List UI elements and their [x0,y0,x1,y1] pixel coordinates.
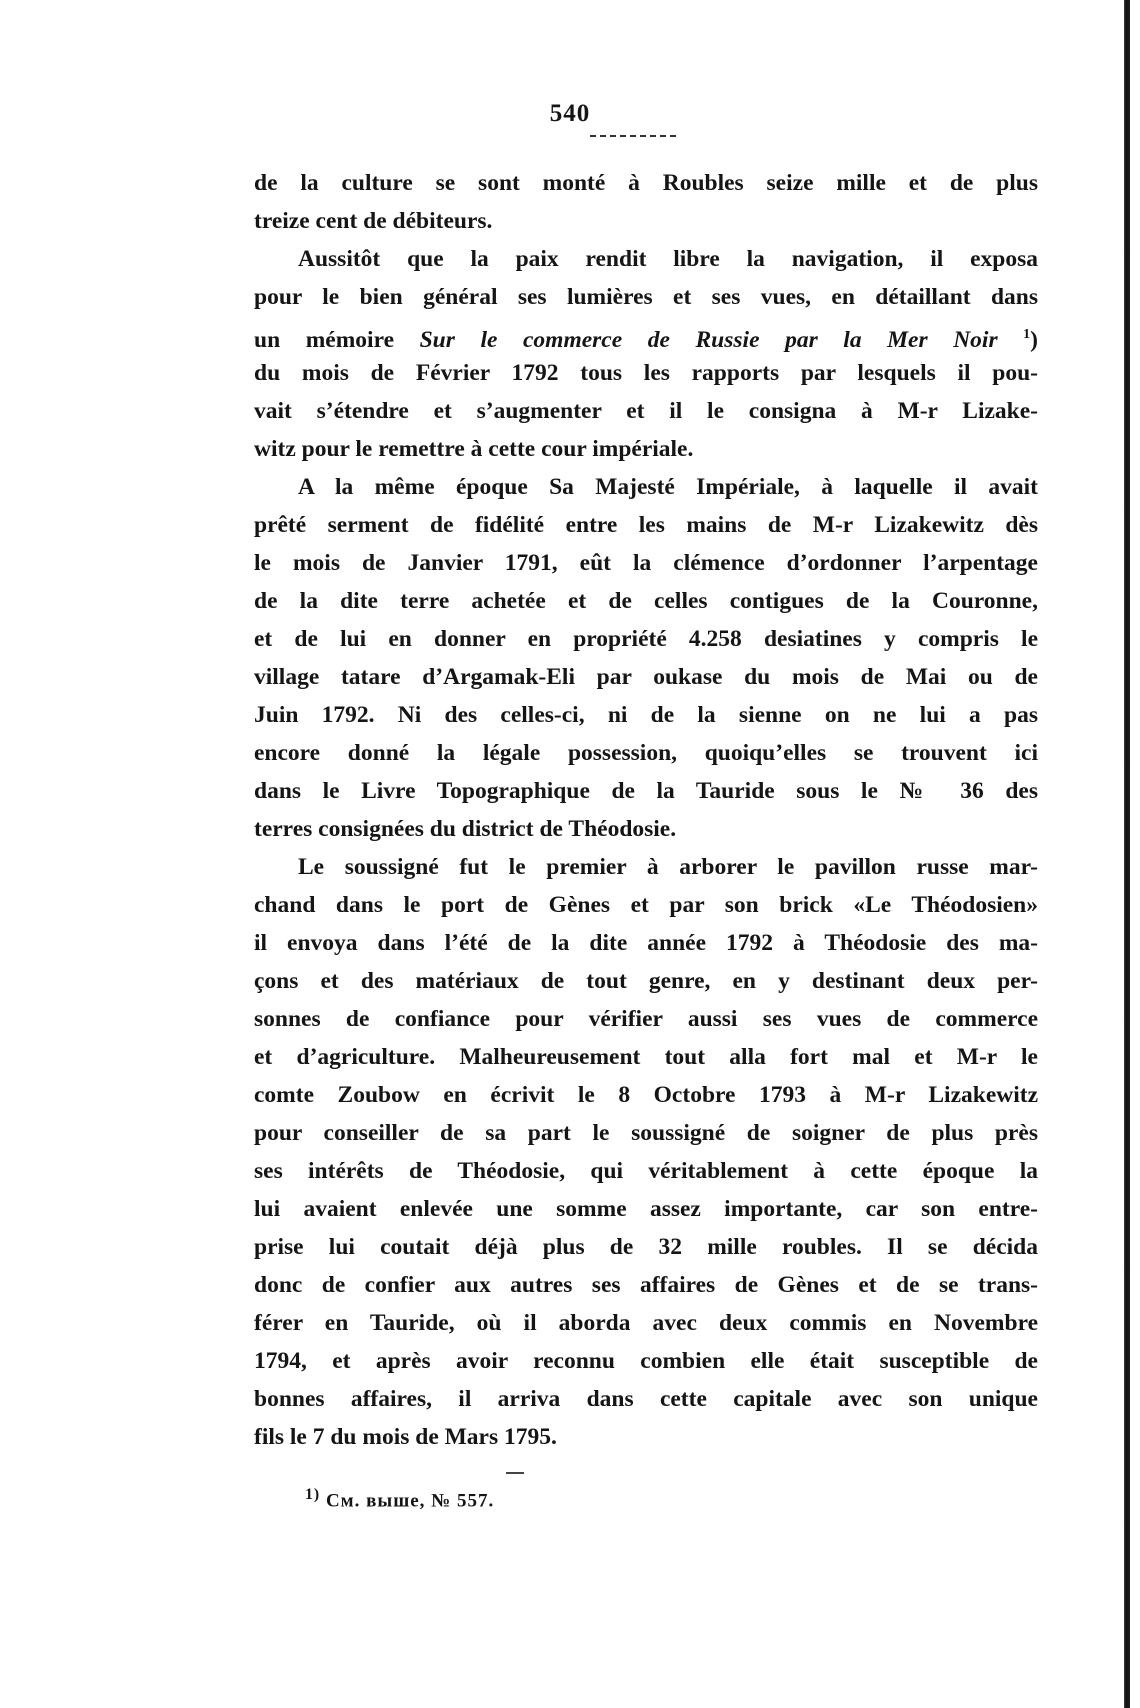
text-line: bonnes affaires, il arriva dans cette capitale avec son unique [254,1386,1038,1412]
text-line: prêté serment de fidélité entre les mains de M-r Lizakewitz dès [254,512,1038,538]
text-line: lui avaient enlevée une somme assez importante, car son entre- [254,1196,1038,1222]
text-line: Le soussigné fut le premier à arborer le pavillon russe mar- [298,854,1038,880]
text-line: Aussitôt que la paix rendit libre la navigation, il exposa [298,246,1038,272]
text-line: prise lui coutait déjà plus de 32 mille roubles. Il se décida [254,1234,1038,1260]
text-line: dans le Livre Topographique de la Tauride sous le № 36 des [254,778,1038,804]
text-line: fils le 7 du mois de Mars 1795. [254,1424,557,1450]
text-line: A la même époque Sa Majesté Impériale, à laquelle il avait [298,474,1038,500]
text-run: un mémoire [254,326,420,353]
page-number: 540 [549,100,591,127]
text-line [254,316,1038,354]
text-line: donc de confier aux autres ses affaires de Gènes et de se trans- [254,1272,1038,1298]
page-number-rule [590,135,676,137]
text-line: village tatare d’Argamak-Eli par oukase du mois de Mai ou de [254,664,1038,690]
text-line: et de lui en donner en propriété 4.258 desiatines y compris le [254,626,1038,652]
text-run: ) [1030,326,1038,353]
text-line: çons et des matériaux de tout genre, en y destinant deux per- [254,968,1038,994]
text-line: sonnes de confiance pour vérifier aussi ses vues de commerce [254,1006,1038,1032]
text-line: et d’agriculture. Malheureusement tout alla fort mal et M-r le [254,1044,1038,1070]
text-line: 1794, et après avoir reconnu combien elle était susceptible de [254,1348,1038,1374]
text-line: il envoya dans l’été de la dite année 1792 à Théodosie des ma- [254,930,1038,956]
text-line: pour conseiller de sa part le soussigné de soigner de plus près [254,1120,1038,1146]
text-line: witz pour le remettre à cette cour impériale. [254,436,694,462]
footnote-rule [506,1472,524,1474]
text-line: férer en Tauride, où il aborda avec deux commis en Novembre [254,1310,1038,1336]
text-line: comte Zoubow en écrivit le 8 Octobre 1793 à M-r Lizakewitz [254,1082,1038,1108]
footnote-marker: 1) [305,1486,321,1503]
text-line: encore donné la légale possession, quoiqu’elles se trouvent ici [254,740,1038,766]
text-line: de la culture se sont monté à Roubles seize mille et de plus [254,170,1038,196]
footnote-reference: 1 [1023,327,1031,342]
text-line: chand dans le port de Gènes et par son brick «Le Théodosien» [254,892,1038,918]
text-line: treize cent de débiteurs. [254,208,493,234]
text-line: Juin 1792. Ni des celles-ci, ni de la sienne on ne lui a pas [254,702,1038,728]
footnote [305,1486,494,1512]
page-edge-rule [1124,0,1130,1708]
text-line: de la dite terre achetée et de celles contigues de la Couronne, [254,588,1038,614]
text-line: vait s’étendre et s’augmenter et il le consigna à M-r Lizake- [254,398,1038,424]
text-line: du mois de Février 1792 tous les rapports par lesquels il pou- [254,360,1038,386]
text-line: le mois de Janvier 1791, eût la clémence d’ordonner l’arpentage [254,550,1038,576]
text-line: ses intérêts de Théodosie, qui véritablement à cette époque la [254,1158,1038,1184]
text-line: terres consignées du district de Théodosie. [254,816,677,842]
italic-title: Sur le commerce de Russie par la Mer Noir [419,326,998,353]
body-text [254,164,1038,1456]
footnote-text: См. выше, № 557. [325,1490,495,1512]
text-line: pour le bien général ses lumières et ses vues, en détaillant dans [254,284,1038,310]
